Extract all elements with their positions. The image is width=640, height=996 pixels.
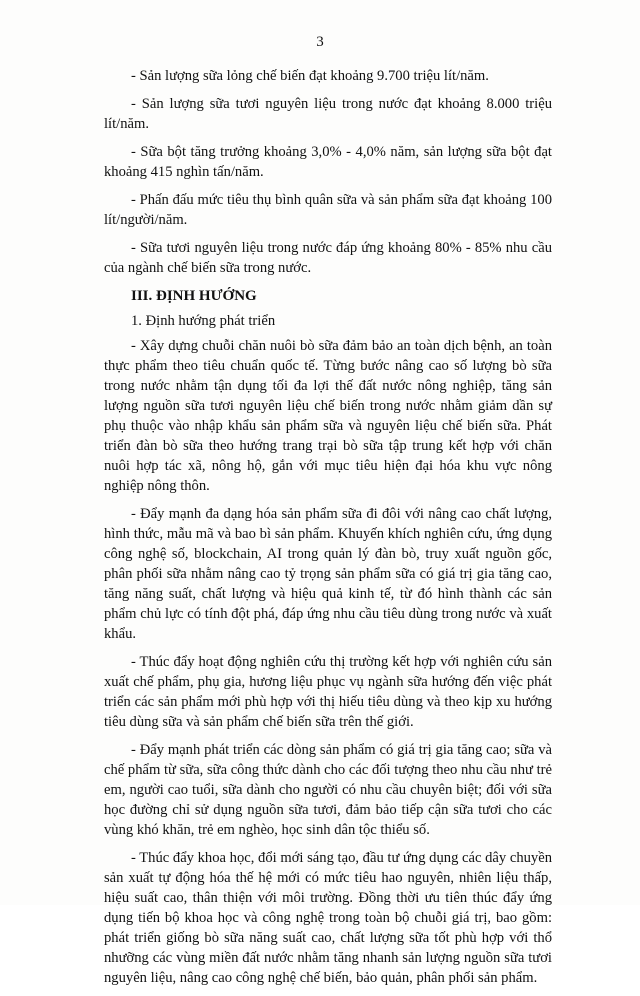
paragraph-market-research: - Thúc đẩy hoạt động nghiên cứu thị trường kết hợp với nghiên cứu sản xuất chế phẩm, phụ gia, hương liệu phục vụ ngành sữa hướng đến việc phát triển các sản phẩm mới phù hợp với thị hiếu tiêu dùng và theo kịp xu hướng tiêu dùng sữa và sản phẩm chế biến sữa trên thế giới. — [104, 654, 552, 730]
bullet-per-capita-consumption: - Phấn đấu mức tiêu thụ bình quân sữa và sản phẩm sữa đạt khoảng 100 lít/người/năm. — [104, 192, 552, 228]
paragraph-product-diversification: - Đẩy mạnh đa dạng hóa sản phẩm sữa đi đôi với nâng cao chất lượng, hình thức, mẫu mã và bao bì sản phẩm. Khuyến khích nghiên cứu, ứng dụng công nghệ số, blockchain, AI trong quản lý đàn bò, truy xuất nguồn gốc, phân phối sữa nhằm nâng cao tỷ trọng sản phẩm sữa có giá trị gia tăng cao, tăng năng suất, chất lượng và hiệu quả kinh tế, từ đó hình thành các sản phẩm chủ lực có tính đột phá, đáp ứng nhu cầu tiêu dùng trong nước và xuất khẩu. — [104, 506, 552, 642]
bullet-raw-milk-demand: - Sữa tươi nguyên liệu trong nước đáp ứng khoảng 80% - 85% nhu cầu của ngành chế biến sữa trong nước. — [104, 240, 552, 276]
bullet-raw-milk-output: - Sản lượng sữa tươi nguyên liệu trong nước đạt khoảng 8.000 triệu lít/năm. — [104, 96, 552, 132]
section-heading: III. ĐỊNH HƯỚNG — [131, 288, 257, 304]
bullet-liquid-milk-output: - Sản lượng sữa lỏng chế biến đạt khoảng 9.700 triệu lít/năm. — [131, 68, 489, 84]
subsection-heading: 1. Định hướng phát triển — [131, 313, 276, 329]
paragraph-dairy-chain: - Xây dựng chuỗi chăn nuôi bò sữa đảm bảo an toàn dịch bệnh, an toàn thực phẩm theo tiêu chuẩn quốc tế. Từng bước nâng cao số lượng bò sữa trong nước nhằm tận dụng tối đa lợi thế đất nước nông nghiệp, tăng sản lượng nguồn sữa tươi nguyên liệu chế biến trong nước nhằm giảm dần sự phụ thuộc vào nhập khẩu sản phẩm sữa và nguyên liệu chế biến sữa. Phát triển đàn bò sữa theo hướng trang trại bò sữa tập trung kết hợp với chăn nuôi hợp tác xã, nông hộ, gắn với mục tiêu hiện đại hóa khu vực nông nghiệp nông thôn. — [104, 338, 552, 494]
page-number: 3 — [316, 34, 324, 50]
bullet-milk-powder-growth: - Sữa bột tăng trưởng khoảng 3,0% - 4,0% năm, sản lượng sữa bột đạt khoảng 415 nghìn tấn/năm. — [104, 144, 552, 180]
paragraph-high-value-products: - Đẩy mạnh phát triển các dòng sản phẩm có giá trị gia tăng cao; sữa và chế phẩm từ sữa, sữa công thức dành cho các đối tượng theo nhu cầu như trẻ em, người cao tuổi, sữa dành cho người có nhu cầu chuyên biệt; đối với sữa học đường chỉ sử dụng nguồn sữa tươi, đảm bảo tiếp cận sữa tươi cho các vùng khó khăn, trẻ em nghèo, học sinh dân tộc thiểu số. — [104, 742, 552, 838]
paragraph-science-innovation: - Thúc đẩy khoa học, đổi mới sáng tạo, đầu tư ứng dụng các dây chuyền sản xuất tự động hóa thế hệ mới có mức tiêu hao nguyên, nhiên liệu thấp, hiệu suất cao, thân thiện với môi trường. Đồng thời ưu tiên thúc đẩy ứng dụng tiến bộ khoa học và công nghệ trong toàn bộ chuỗi giá trị, bao gồm: phát triển giống bò sữa năng suất cao, chất lượng sữa tốt phù hợp với thổ nhưỡng các vùng miền đất nước nhằm tăng nhanh sản lượng nguồn sữa tươi nguyên liệu, nâng cao công nghệ chế biến, bảo quản, phân phối sản phẩm. — [104, 850, 552, 986]
document-body — [104, 66, 552, 996]
